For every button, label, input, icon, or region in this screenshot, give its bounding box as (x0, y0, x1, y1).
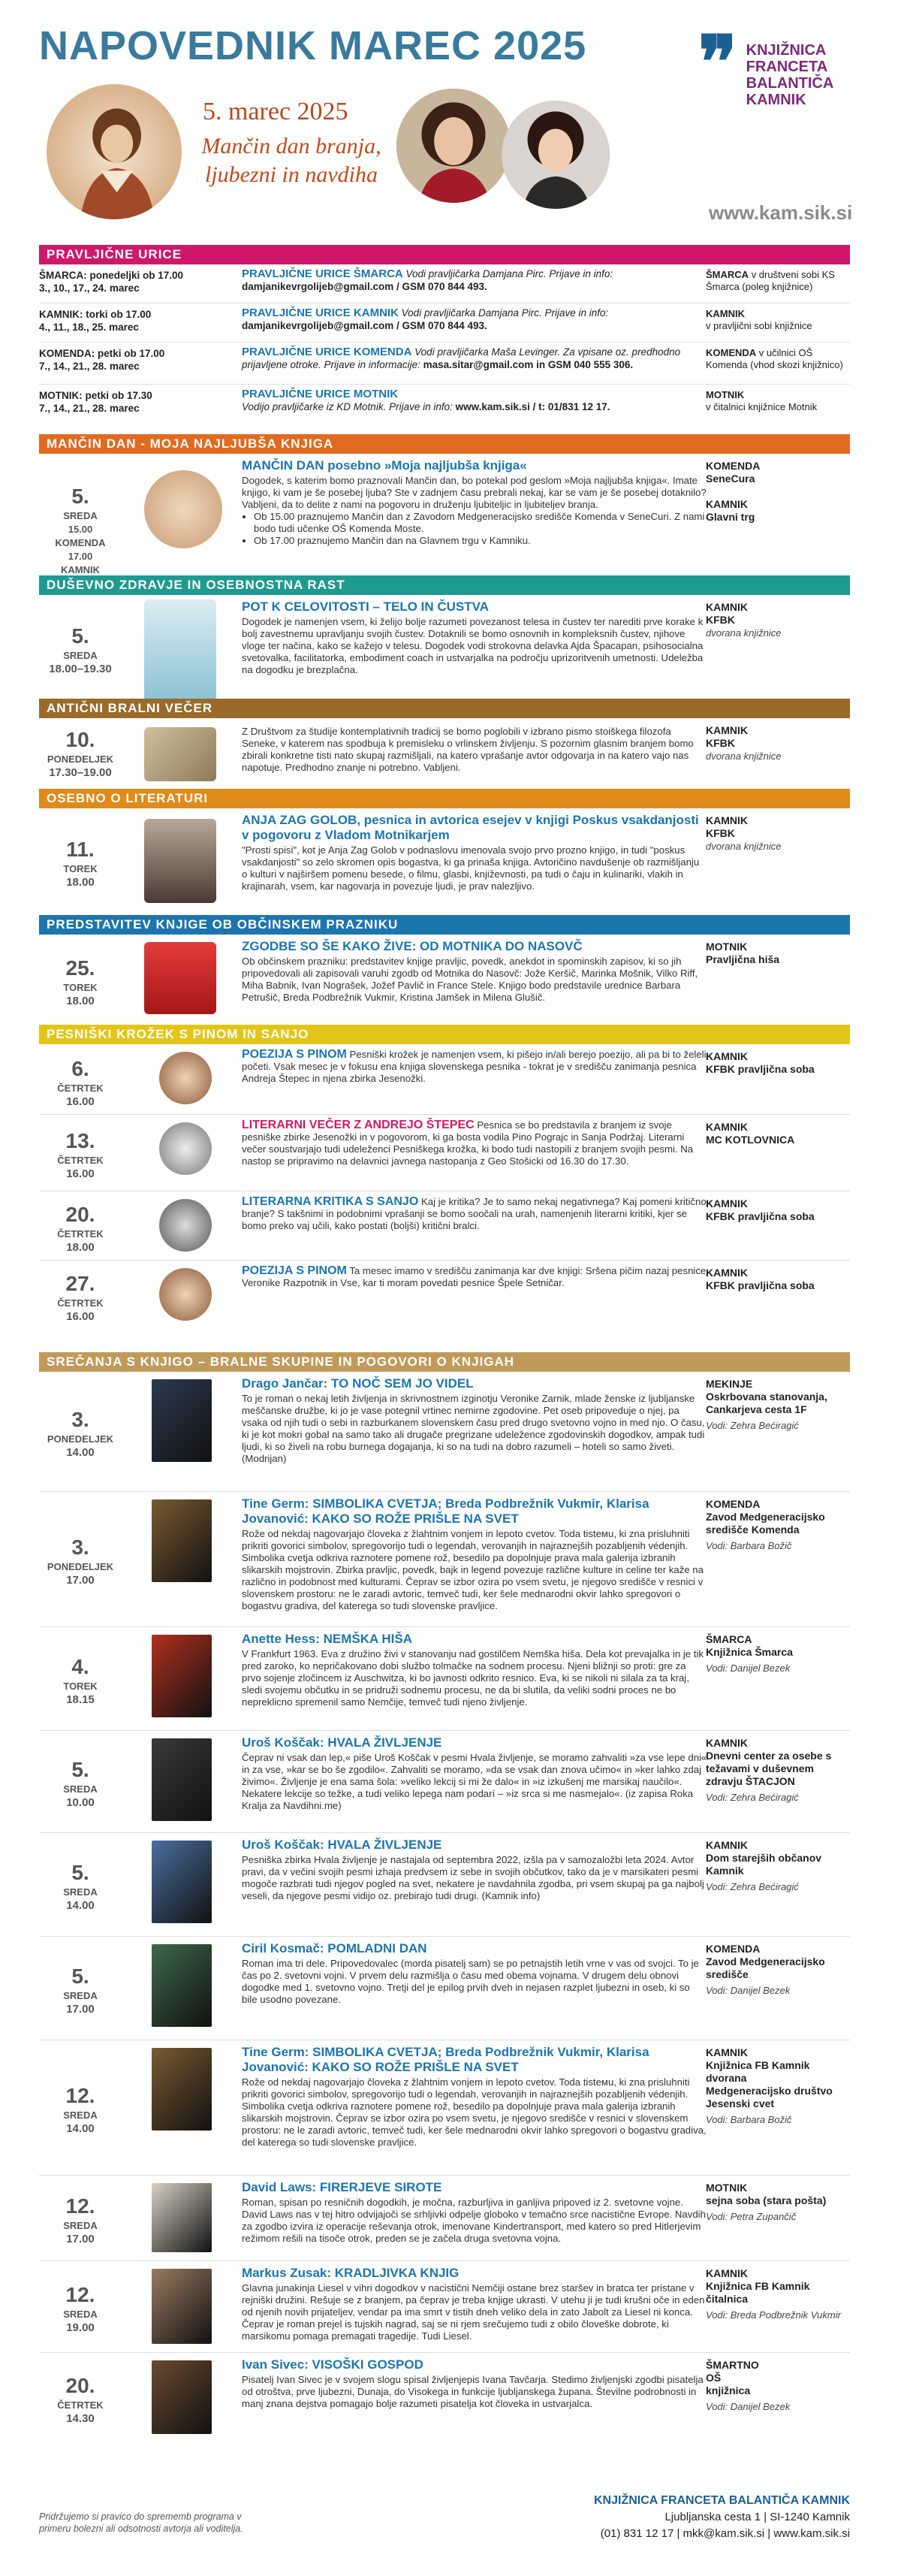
section-bar-predstavitev-knjige: PREDSTAVITEV KNJIGE OB OBČINSKEM PRAZNIKU (39, 915, 850, 935)
event-row: 5. SREDA 18.00–19.30 POT K CELOVITOSTI – TELO IN ČUSTVA Dogodek je namenjen vsem, ki želijo bolje razumeti povezanost telesa in čustev ter narediti prve korake k bolj zavestnemu upravljanju svojih čustev. Dotaknili se bomo osnovnih in kompleksnih čustev, njihove vloge ter načina, kako se kažejo v telesu. Dogodek vodi strokovna delavka Ajda Špacapan, psihosocialna svetovalka, facilitatorka, embodiment coach in ustvarjalka na področju uprizoritvenih umetnosti. Udeležba na dogodku je brezplačna. KAMNIK KFBK dvorana knjižnice (39, 596, 850, 709)
section-bar-dusevno-zdravje: DUŠEVNO ZDRAVJE IN OSEBNOSTNA RAST (39, 575, 850, 595)
section-bar-pesniski-krozek: PESNIŠKI KROŽEK S PINOM IN SANJO (39, 1025, 850, 1044)
poetry-circle-section (39, 1046, 850, 1346)
section-bar-srecanja-s-knjigo: SREČANJA S KNJIGO – BRALNE SKUPINE IN POGOVORI O KNJIGAH (39, 1352, 850, 1372)
book-cover-image (152, 1379, 212, 1462)
book-group-row: 5. SREDA 17.00 Ciril Kosmač: POMLADNI DAN Roman ima tri dele. Pripovedovalec (morda pisatelj sam) se po petnajstih letih vrne v vas od svojci. To je čas po 2. svetovni vojni. V prvem delu razmišlja o času med obema vojnama. V drugem delu obnovi dogodke med 1. svetovno vojno. Tretji del je epilog prvih dveh in nejasen razplet ljubezni in oseb, ki so bile usodno povezane. KOMENDA Zavod Medgeneracijsko središče Vodi: Danijel Bezek (39, 1938, 850, 2040)
book-cover-image (152, 2269, 212, 2344)
event-row: 13. ČETRTEK 16.00 LITERARNI VEČER Z ANDREJO ŠTEPEC Pesnica se bo predstavila z branjem iz svoje pesniške zbirke Jesenožki in v pogovorom, ki ga bosta vodila Pino Pograjc in Sanja Podržaj. Literarni večer soustvarjajo tudi udeleženci Pesniškega krožka, ki bodo tudi nastopili z branjem svojih pesmi. Na nastop se pripravimo na delavnici javnega nastopanja z Geo Stošicki od 16.30 do 17.30. KAMNIK MC KOTLOVNICA (39, 1116, 850, 1191)
book-group-row: 12. SREDA 19.00 Markus Zusak: KRADLJIVKA KNJIG Glavna junakinja Liesel v vihri dogodkov v nacistični Nemčiji ostane brez staršev in bratca ter pristane v rejniški družini. Rešuje se z branjem, pa čeprav je treba knjige ukrasti. V utehu ji je tudi krušni oče in eden od njenih novih prijateljev, vendar pa ima smrt v tistih dneh veliko dela in zato Jabolt za Liesel ni konca. Čeprav je roman prejel is tujskih nagrad, saj se ni rjem srečujemo tudi z obilo človeške dobrote, ki marsikomu pomaga premagati tragedije. Tudi Liesel. KAMNIK Knjižnica FB Kamnik čitalnica Vodi: Breda Podbrežnik Vukmir (39, 2263, 850, 2353)
woman-portrait-photo (396, 89, 511, 203)
event-row: 5. SREDA 15.00 KOMENDA 17.00 KAMNIK MANČIN DAN posebno »Moja najljubša knjiga« Dogodek, s katerim bomo praznovali Mančin dan, bo potekal pod geslom »Moja najljubša knjiga«. Imate knjigo, ki vam je še posebej ljuba? Ste v zadnjem času prebrali nekaj, kar se vam je še posebej dotaknilo? Vabljeni, da to delite z nami na pogovoru in druženju ljubiteljic in ljubiteljev branja. • Ob 15.00 praznujemo Mančin dan z Zavodom Medgeneracijsko središče Komenda v SeneCuri. Z nami bodo tudi učenke OŠ Komenda Moste. • Ob 17.00 praznujemo Mančin dan na Glavnem trgu v Kamniku. KOMENDA SeneCura KAMNIK Glavni trg (39, 455, 850, 568)
event-row: 11. TOREK 18.00 ANJA ZAG GOLOB, pesnica in avtorica esejev v knjigi Poskus vsakdanjosti v pogovoru z Vladom Motnikarjem "Prosti spisi", kot je Anja Zag Golob v podnaslovu imenovala svojo prvo prozno knjigo, in tudi "poskus vsakdanjosti" so zelo skromen opis bogastva, ki ga prinaša knjiga. Avtoričino navdušenje ob razmišljanju o kulturi v najširšem pomenu besede, o filmu, glasbi, književnosti, pa tudi o čaju in kulinariki, vlakih in krajinarah, vsem, kar nagovarja in povezuje ljudi, je prav nalezljivo. KAMNIK KFBK dvorana knjižnice (39, 810, 850, 915)
event-row: 6. ČETRTEK 16.00 POEZIJA S PINOM Pesniški krožek je namenjen vsem, ki pišejo in/ali berejo poezijo, ali pa bi to želeli početi. Vsak mesec je v fokusu ena knjiga slovenskega pesnika - tokrat je v središču zanimanja pesnica Andreja Štepec in njena zbirka Jesenožki. KAMNIK KFBK pravljična soba (39, 1046, 850, 1115)
page-header (0, 0, 901, 240)
book-group-row: 5. SREDA 14.00 Uroš Koščak: HVALA ŽIVLJENJE Pesniška zbirka Hvala življenje je nastajala od septembra 2022, izšla pa v samozaložbi leta 2024. Avtor pravi, da v večini svojih pesmi izhaja predvsem iz sebe in svojih občutkov, tako da je v marsikateri pesmi mogoče razbrati tudi njegov pogled na svet, nekatere je navdahnila zgodba, pri vsem skupaj pa ga najbolj veseli, da njegove pesmi vidijo oz. prebirajo tudi drugi. (Kamnik info) KAMNIK Dom starejših občanov Kamnik Vodi: Zehra Bećiragić (39, 1835, 850, 1937)
andreja-stepec-avatar (159, 1122, 212, 1175)
poet-avatar (159, 1052, 212, 1104)
storytime-row: KOMENDA: petki ob 17.00 7., 14., 21., 28. marec PRAVLJIČNE URICE KOMENDA Vodi pravljičarka Maša Levinger. Za vpisane oz. predhodno prijavljene otroke. Prijave in informacije: masa.sitar@gmail.com in GSM 040 555 306. KOMENDA v učilnici OŠ Komenda (vhod skozi knjižnico) (39, 344, 850, 385)
storytime-section (39, 266, 850, 431)
yoga-pose-image (144, 599, 216, 702)
seneca-bust-image (144, 727, 216, 781)
book-cover-image (152, 1635, 212, 1717)
event-subtitle: Mančin dan branja, ljubezni in navdiha (201, 134, 381, 187)
manca-kosir-photo (47, 84, 182, 219)
library-logo: ❞ KNJIŽNICA FRANCETA BALANTIČA KAMNIK (698, 20, 834, 108)
storytime-row: MOTNIK: petki ob 17.30 7., 14., 21., 28. marec PRAVLJIČNE URICE MOTNIK Vodijo pravljičarke iz KD Motnik. Prijave in info: www.kam.sik.si / t: 01/831 12 17. MOTNIK v čitalnici knjižnice Motnik (39, 388, 818, 414)
book-group-row: 3. PONEDELJEK 17.00 Tine Germ: SIMBOLIKA CVETJA; Breda Podbrežnik Vukmir, Klarisa Jovanović: KAKO SO ROŽE PRIŠLE NA SVET Rože od nekdaj nagovarjajo človeka z žlahtnim vonjem in lepoto cvetov. Toda tisteмu, ki zna prisluhniti prikriti govorici simbolov, spregovorijo tudi o legendah, verovanjih in najraznejših pozabljenih védenjih. Simbolika cvetja odkriva raznotere pomene rož, besedilo pa dopolnjuje prava mala galerija izbranih slikarskih mojstrovin. Zbirka pravljic, povedk, bajk in legend povezuje različne kulture in celine ter kaže na različno in podobnost med kulturami. Čeprav se izbor ozira po vsem svetu, je njegovo središče v resnici v slovenskem prostoru: ne le zaradi avtoric, temveč tudi, ker šele mednarodni okvir lahko spregovori o bogastvu gradiva, del katerega so tudi slovenske pravljice. KOMENDA Zavod Medgeneracijsko središče Komenda Vodi: Barbara Božič (39, 1493, 850, 1627)
book-cover-image (152, 2183, 212, 2252)
storytime-row: KAMNIK: torki ob 17.00 4., 11., 18., 25. marec PRAVLJIČNE URICE KAMNIK Vodi pravljičarka Damjana Pirc. Prijave in info: damjanikevrgolijeb@gmail.com / GSM 070 844 493. KAMNIK v pravljični sobi knjižnice (39, 305, 850, 343)
book-cover-image (152, 1944, 212, 2027)
book-group-row: 12. SREDA 14.00 Tine Germ: SIMBOLIKA CVETJA; Breda Podbrežnik Vukmir, Klarisa Jovanović: KAKO SO ROŽE PRIŠLE NA SVET Rože od nekdaj nagovarjajo človeka z žlahtnim vonjem in lepoto cvetov. Toda tisteмu, ki zna prisluhniti prikriti govorici simbolov, spregovorijo tudi o legendah, verovanjih in najraznejših pozabljenih védenjih. Simbolika cvetja odkriva raznotere pomene rož, besedilo pa dopolnjuje prava mala galerija izbranih slikarskih mojstrovin. Čeprav se izbor ozira po vsem svetu, je njegovo središče v resnici v slovenskem prostoru: ne le zaradi avtoric, temveč tudi, ker šele mednarodni okvir lahko spregovori o bogastvu gradiva, del katerega so tudi slovenske pravljice. KAMNIK Knjižnica FB Kamnik dvorana Medgeneracijsko društvo Jesenski cvet Vodi: Barbara Božič (39, 2042, 850, 2176)
event-date-heading: 5. marec 2025 (203, 98, 348, 125)
author-photo (144, 819, 216, 903)
website-url[interactable]: www.kam.sik.si (709, 201, 853, 224)
event-row: 25. TOREK 18.00 ZGODBE SO ŠE KAKO ŽIVE: OD MOTNIKA DO NASOVČ Ob občinskem prazniku: predstavitev knjige pravljic, povedk, anekdot in spominskih zapisov, ki so jih pripovedovali ali zapisovali varuhi zgodb od Motnika do Nasovč: Jože Keršič, Marinka Mošnik, Vilko Riff, Miha Babnik, Ivan Nograšek, Jožef Pavlič in France Stele. Knjigo bodo predstavile urednice Barbara Petrušič, Breda Podbrežnik Vukmir, Kristina Jamšek in Milena Glušič. MOTNIK Pravljična hiša (39, 936, 850, 1025)
book-group-row: 12. SREDA 17.00 David Laws: FIRERJEVE SIROTE Roman, spisan po resničnih dogodkih, je močna, razburljiva in ganljiva pripoved iz 2. svetovne vojne. David Laws nas v tej hitro odvijajoči se srhljivki odpelje globoko v temačno srce nacistične Evrope. Navdih za zgodbo izvira iz operacije reševanja otrok, imenovane Kindertransport, med katero so pred Hitlerjevim režimom rešili na tisoče otrok, preden se je začela druga svetovna vojna. MOTNIK sejna soba (stara pošta) Vodi: Petra Zupančič (39, 2177, 850, 2261)
section-bar-anticni-bralni-vecer: ANTIČNI BRALNI VEČER (39, 699, 850, 718)
second-woman-portrait-photo (502, 101, 610, 209)
section-bar-pravljicne-urice: PRAVLJIČNE URICE (39, 245, 850, 264)
book-cover-image (152, 2048, 212, 2131)
book-group-row: 3. PONEDELJEK 14.00 Drago Jančar: TO NOČ SEM JO VIDEL To je roman o nekaj letih življenja in skrivnostnem izginotju Veronike Zarnik, mlade ženske iz ljubljanske meščanske družbe, ki jo je vase potegnil vrtinec nemirne zgodovine. Pet oseb pripoveduje o njej, pa vsaka od njih tudi o sebi in razburkanem slovenskem času pred drugo svetovno vojno in med njo. O času, ki je kot mokri gobal na samo tako ali drugače pregrizane udeležence zgodovinskih dogodkov, ampak tudi ljudi, ki so živeli na robu burnega dogajanja, ki so na tudi na dobro razumeli – hoteli so samo živeti. (Modrijan) MEKINJE Oskrbovana stanovanja, Cankarjeva cesta 1F Vodi: Zehra Bećiragić (39, 1373, 850, 1492)
book-cover-image (152, 1499, 212, 1582)
book-groups-section (39, 1373, 850, 2485)
dancers-image (144, 942, 216, 1014)
section-bar-mancin-dan: MANČIN DAN - MOJA NAJLJUBŠA KNJIGA (39, 434, 850, 454)
quote-logo-icon: ❞ (698, 20, 737, 104)
page-title: NAPOVEDNIK MAREC 2025 (39, 23, 587, 68)
book-cover-image (152, 1738, 212, 1821)
event-row: 20. ČETRTEK 18.00 LITERARNA KRITIKA S SANJO Kaj je kritika? Je to samo nekaj negativnega? Kaj pomeni kritično branje? S takšnimi in podobnimi vprašanji se bomo soočali na urah, namenjenih literarni kritiki, kjer se bomo preko vaj učili, kako postati (boljši) kritični bralci. KAMNIK KFBK pravljična soba (39, 1193, 850, 1261)
poet-avatar (159, 1268, 212, 1321)
book-cover-image (152, 1841, 212, 1923)
event-row: 27. ČETRTEK 16.00 POEZIJA S PINOM Ta mesec imamo v središču zanimanja kar dve knjigi: Sršena pičim nazaj pesnice Veronike Razpotnik in Vse, kar ti moram povedati pesnice Špele Setničar. KAMNIK KFBK pravljična soba (57, 1264, 815, 1323)
sanja-avatar (159, 1199, 212, 1252)
book-group-row: 4. TOREK 18.15 Anette Hess: NEMŠKA HIŠA V Frankfurt 1963. Eva z družino živi v stanovanju nad gostilčem Nemška hiša. Dela kot prevajalka in je tik pred zaroko, ko nepričakovano dobi službo tolmačke na sodnem procesu. Njeni bližnji so proti: gre za prvo sojenje zločincem iz Auschwitza, ki bo javnosti odkrito resnico. Eva, ki se nikoli ni silala za ta kraj, sledi svojemu občutku in se pridruži sodnemu procesu, ne da bi slutila, da veliki sodni proces ne bo nepreklicno spremenil samo Nemčije, temveč tudi njeno življenje. ŠMARCA Knjižnica Šmarca Vodi: Danijel Bezek (39, 1629, 850, 1731)
manca-portrait-photo (144, 470, 222, 548)
storytime-row: ŠMARCA: ponedeljki ob 17.00 3., 10., 17., 24. marec PRAVLJIČNE URICE ŠMARCA Vodi pravljičarka Damjana Pirc. Prijave in info: damjanikevrgolijeb@gmail.com / GSM 070 844 493. ŠMARCA v društveni sobi KS Šmarca (poleg knjižnice) (39, 266, 850, 304)
section-bar-osebno-o-literaturi: OSEBNO O LITERATURI (39, 789, 850, 808)
event-row: 10. PONEDELJEK 17.30–19.00 Z Društvom za študije kontemplativnih tradicij se bomo poglobili v izbrano pismo stoiškega filozofa Seneke, v katerem nas spodbuja k premisleku o vrlinskem življenju. S pozornim glasnim branjem bomo zbirali konkretne tisti nato skupaj razmišljali, na katero vprašanje avtor odgovarja in na katero vajo nas napotuje. Predhodno znanje ni potrebno. Vabljeni. KAMNIK KFBK dvorana knjižnice (39, 720, 850, 795)
book-group-row: 20. ČETRTEK 14.30 Ivan Sivec: VISOŠKI GOSPOD Pisatelj Ivan Sivec je v svojem slogu spisal življenjepis Ivana Tavčarja. Stedimo življenjski zgodbi pisatelja od otroštva, prve ljubezni, Dunaja, do Visokega in funkcije ljubljanskega župana. Številne podrobnosti in manj znana dejstva pomagajo bolje razumeti pisatelja kot človeka in ustvarjalca. ŠMARTNO OŠ knjižnica Vodi: Danijel Bezek (39, 2354, 850, 2443)
book-group-row: 5. SREDA 10.00 Uroš Koščak: HVALA ŽIVLJENJE Čeprav ni vsak dan lep,« piše Uroš Koščak v pesmi Hvala življenje, se moramo zahvaliti »za vse lepe dni« in za vse, »kar se bo še zgodilo«. Zahvaliti se moramo, »da se vsak dan znova učimo« in »ker lahko zdaj živimo«. Življenje je ena sama šola: »veliko lekcij si mi že dalo« in »iz izkušenj me marsikaj naučilo«. Nekatere lekcije so težke, a tudi veliko lepega nam podarí – »iz srca si me nasmejalo«. (iz zapisa Roka Kralja za Navdihni.me) KAMNIK Dnevni center za osebe s težavami v duševnem zdravju ŠTACJON Vodi: Zehra Bećiragić (39, 1732, 850, 1833)
book-cover-image (152, 2360, 212, 2434)
disclaimer-note: Pridržujemo si pravico do sprememb programa v primeru bolezni ali odsotnosti avtorja ali voditelja. (39, 2511, 243, 2534)
